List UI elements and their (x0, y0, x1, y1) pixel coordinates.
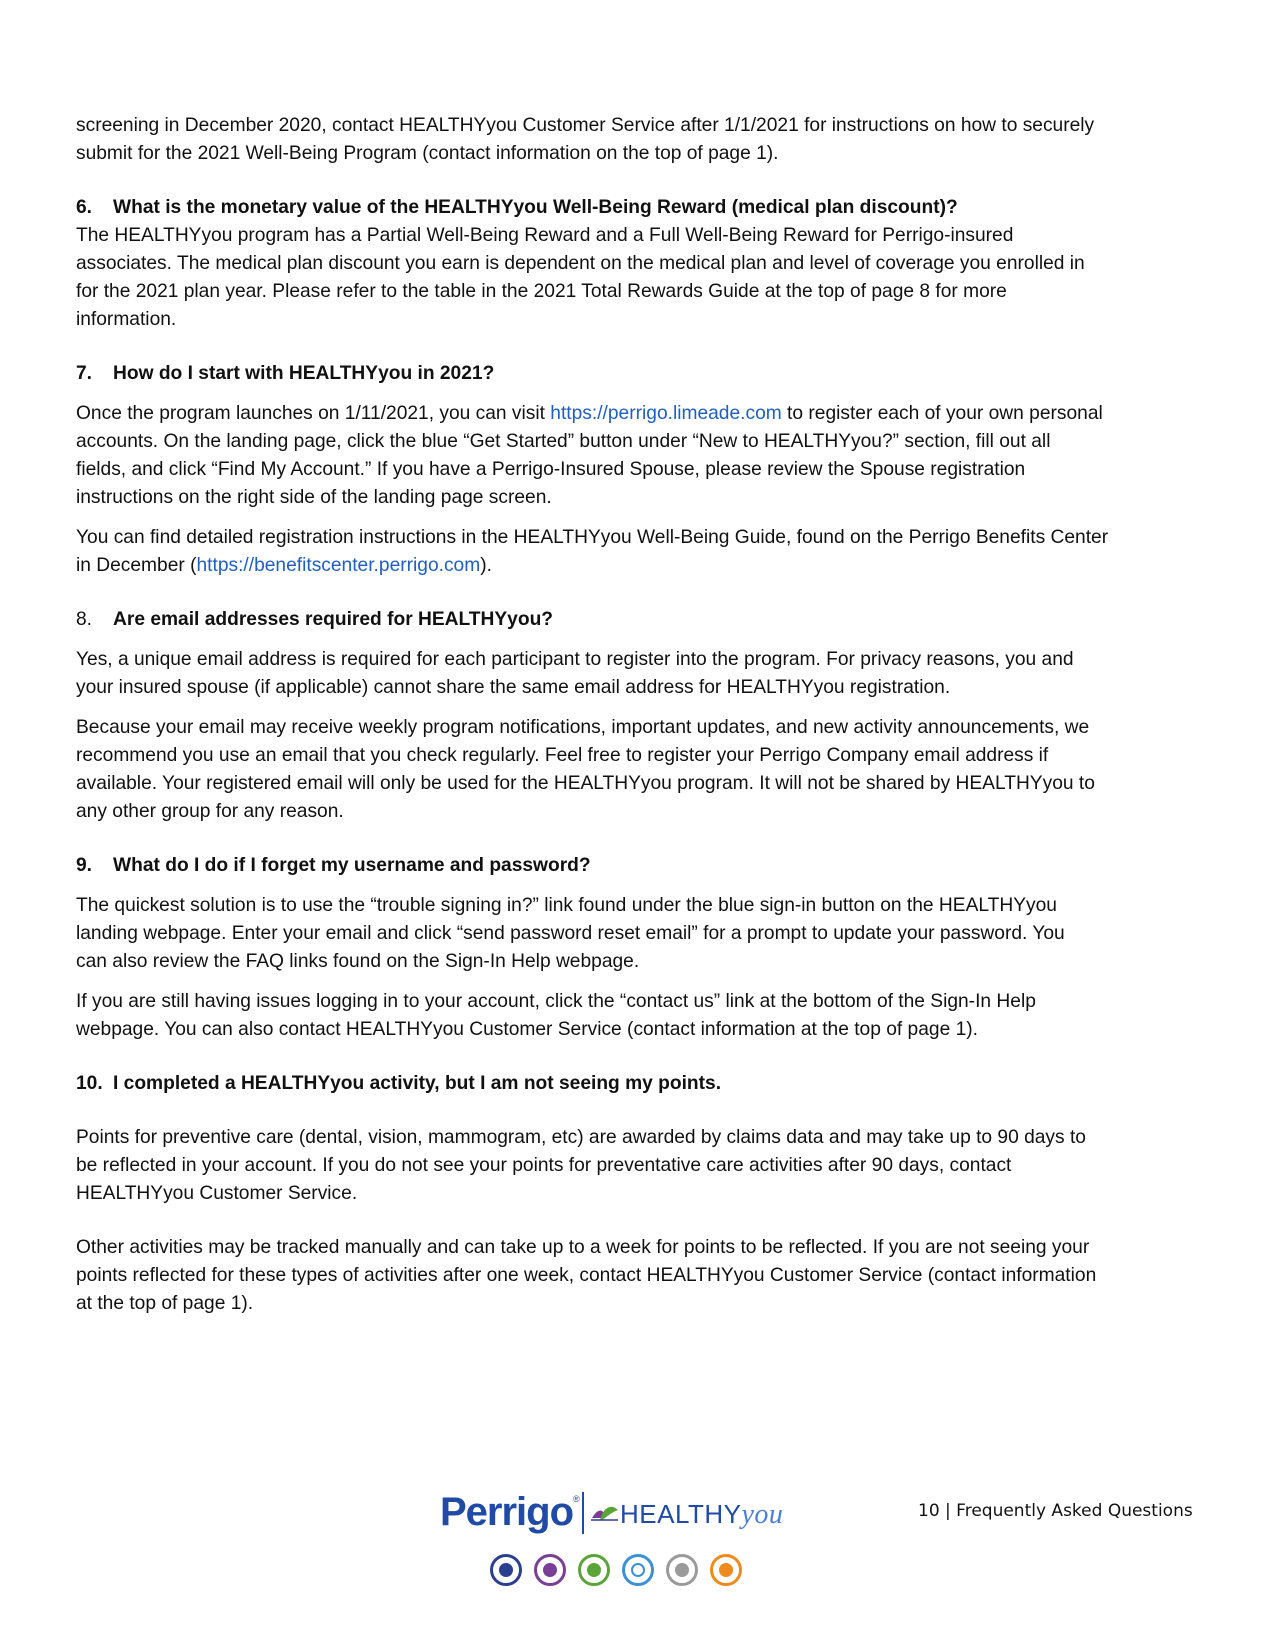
text-span: in December ( (76, 555, 197, 576)
answer-paragraph (76, 524, 1206, 580)
answer-paragraph (76, 400, 1206, 512)
page-number-label: 10 | Frequently Asked Questions (918, 1501, 1193, 1521)
text-span: to register each of your own personal (781, 403, 1103, 424)
answer-line: Yes, a unique email address is required for each participant to register into the program. For privacy reasons, you and (76, 649, 1074, 670)
intro-line-2: submit for the 2021 Well-Being Program (contact information on the top of page 1). (76, 143, 779, 164)
answer-line: The HEALTHYyou program has a Partial Well-Being Reward and a Full Well-Being Reward for Perrigo-insured (76, 225, 1014, 246)
answer-line: points reflected for these types of activities after one week, contact HEALTHYyou Customer Service (contact information (76, 1265, 1097, 1286)
clock-icon (622, 1554, 654, 1586)
healthyyou-wordmark (620, 1498, 783, 1531)
perrigo-wordmark: Perrigo (440, 1490, 574, 1534)
handshake-icon (666, 1554, 698, 1586)
answer-paragraph (76, 1234, 1206, 1318)
question-number: 10. (76, 1073, 103, 1094)
answer-line: can also review the FAQ links found on the Sign-In Help webpage. (76, 951, 640, 972)
answer-line: You can find detailed registration instructions in the HEALTHYyou Well-Being Guide, found on the Perrigo Benefits Center (76, 527, 1109, 548)
question-number: 7. (76, 363, 93, 384)
question-number: 9. (76, 855, 93, 876)
question-text: What do I do if I forget my username and password? (113, 855, 591, 876)
answer-line: available. Your registered email will only be used for the HEALTHYyou program. It will not be shared by HEALTHYyou to (76, 773, 1095, 794)
question-text: What is the monetary value of the HEALTHYyou Well-Being Reward (medical plan discount)? (113, 197, 958, 218)
question-6 (76, 194, 1206, 222)
answer-line: for the 2021 plan year. Please refer to the table in the 2021 Total Rewards Guide at the top of page 8 for more (76, 281, 1007, 302)
meditation-icon (534, 1554, 566, 1586)
perrigo-healthyyou-logo (440, 1488, 805, 1598)
answer-line: accounts. On the landing page, click the blue “Get Started” button under “New to HEALTHYyou?” section, fill out all (76, 431, 1051, 452)
answer-line: HEALTHYyou Customer Service. (76, 1183, 358, 1204)
question-7 (76, 360, 1206, 388)
answer-paragraph (76, 892, 1206, 976)
answer-line: information. (76, 309, 177, 330)
question-text: Are email addresses required for HEALTHYyou? (113, 609, 554, 630)
answer-line: landing webpage. Enter your email and click “send password reset email” for a prompt to update your password. You (76, 923, 1065, 944)
document-body (76, 112, 1206, 1318)
answer-paragraph (76, 646, 1206, 702)
question-text: I completed a HEALTHYyou activity, but I am not seeing my points. (113, 1073, 722, 1094)
logo-divider (582, 1492, 584, 1534)
answer-line: be reflected in your account. If you do not see your points for preventative care activities after 90 days, contact (76, 1155, 1012, 1176)
answer-line: instructions on the right side of the landing page screen. (76, 487, 552, 508)
answer-line (76, 552, 1206, 580)
answer-line: recommend you use an email that you check regularly. Feel free to register your Perrigo Company email address if (76, 745, 1049, 766)
question-10 (76, 1070, 1206, 1098)
answer-paragraph (76, 988, 1206, 1044)
money-icon (578, 1554, 610, 1586)
answer-line: associates. The medical plan discount you earn is dependent on the medical plan and level of coverage you enrolled in (76, 253, 1085, 274)
question-8 (76, 606, 1206, 634)
you-text: you (741, 1499, 784, 1530)
runner-icon (490, 1554, 522, 1586)
page-footer (0, 1478, 1275, 1618)
answer-line (76, 400, 1206, 428)
question-number: 8. (76, 609, 93, 630)
text-span: ). (480, 555, 492, 576)
intro-line-1: screening in December 2020, contact HEALTHYyou Customer Service after 1/1/2021 for instructions on how to securely (76, 115, 1095, 136)
answer-line: any other group for any reason. (76, 801, 344, 822)
answer-line: Other activities may be tracked manually and can take up to a week for points to be reflected. If you are not seeing your (76, 1237, 1090, 1258)
book-icon (710, 1554, 742, 1586)
answer-line: fields, and click “Find My Account.” If you have a Perrigo-Insured Spouse, please review the Spouse registration (76, 459, 1026, 480)
leaf-icon (590, 1504, 620, 1524)
answer-line: The quickest solution is to use the “trouble signing in?” link found under the blue sign-in button on the HEALTHYyou (76, 895, 1057, 916)
question-9 (76, 852, 1206, 880)
text-span: Once the program launches on 1/11/2021, you can visit (76, 403, 551, 424)
answer-line: If you are still having issues logging in to your account, click the “contact us” link at the bottom of the Sign-In Help (76, 991, 1036, 1012)
limeade-link[interactable]: https://perrigo.limeade.com (550, 403, 782, 424)
answer-paragraph (76, 1124, 1206, 1208)
healthy-text: HEALTHY (620, 1499, 742, 1529)
question-text: How do I start with HEALTHYyou in 2021? (113, 363, 495, 384)
wellness-icons (490, 1554, 742, 1586)
answer-line: Points for preventive care (dental, vision, mammogram, etc) are awarded by claims data and may take up to 90 days to (76, 1127, 1086, 1148)
answer-line: your insured spouse (if applicable) cannot share the same email address for HEALTHYyou registration. (76, 677, 951, 698)
answer-line: webpage. You can also contact HEALTHYyou Customer Service (contact information at the top of page 1). (76, 1019, 978, 1040)
answer-line: Because your email may receive weekly program notifications, important updates, and new activity announcements, we (76, 717, 1090, 738)
answer-line: at the top of page 1). (76, 1293, 254, 1314)
answer-paragraph (76, 714, 1206, 826)
question-number: 6. (76, 197, 93, 218)
registered-mark: ® (573, 1494, 580, 1504)
benefits-center-link[interactable]: https://benefitscenter.perrigo.com (196, 555, 481, 576)
